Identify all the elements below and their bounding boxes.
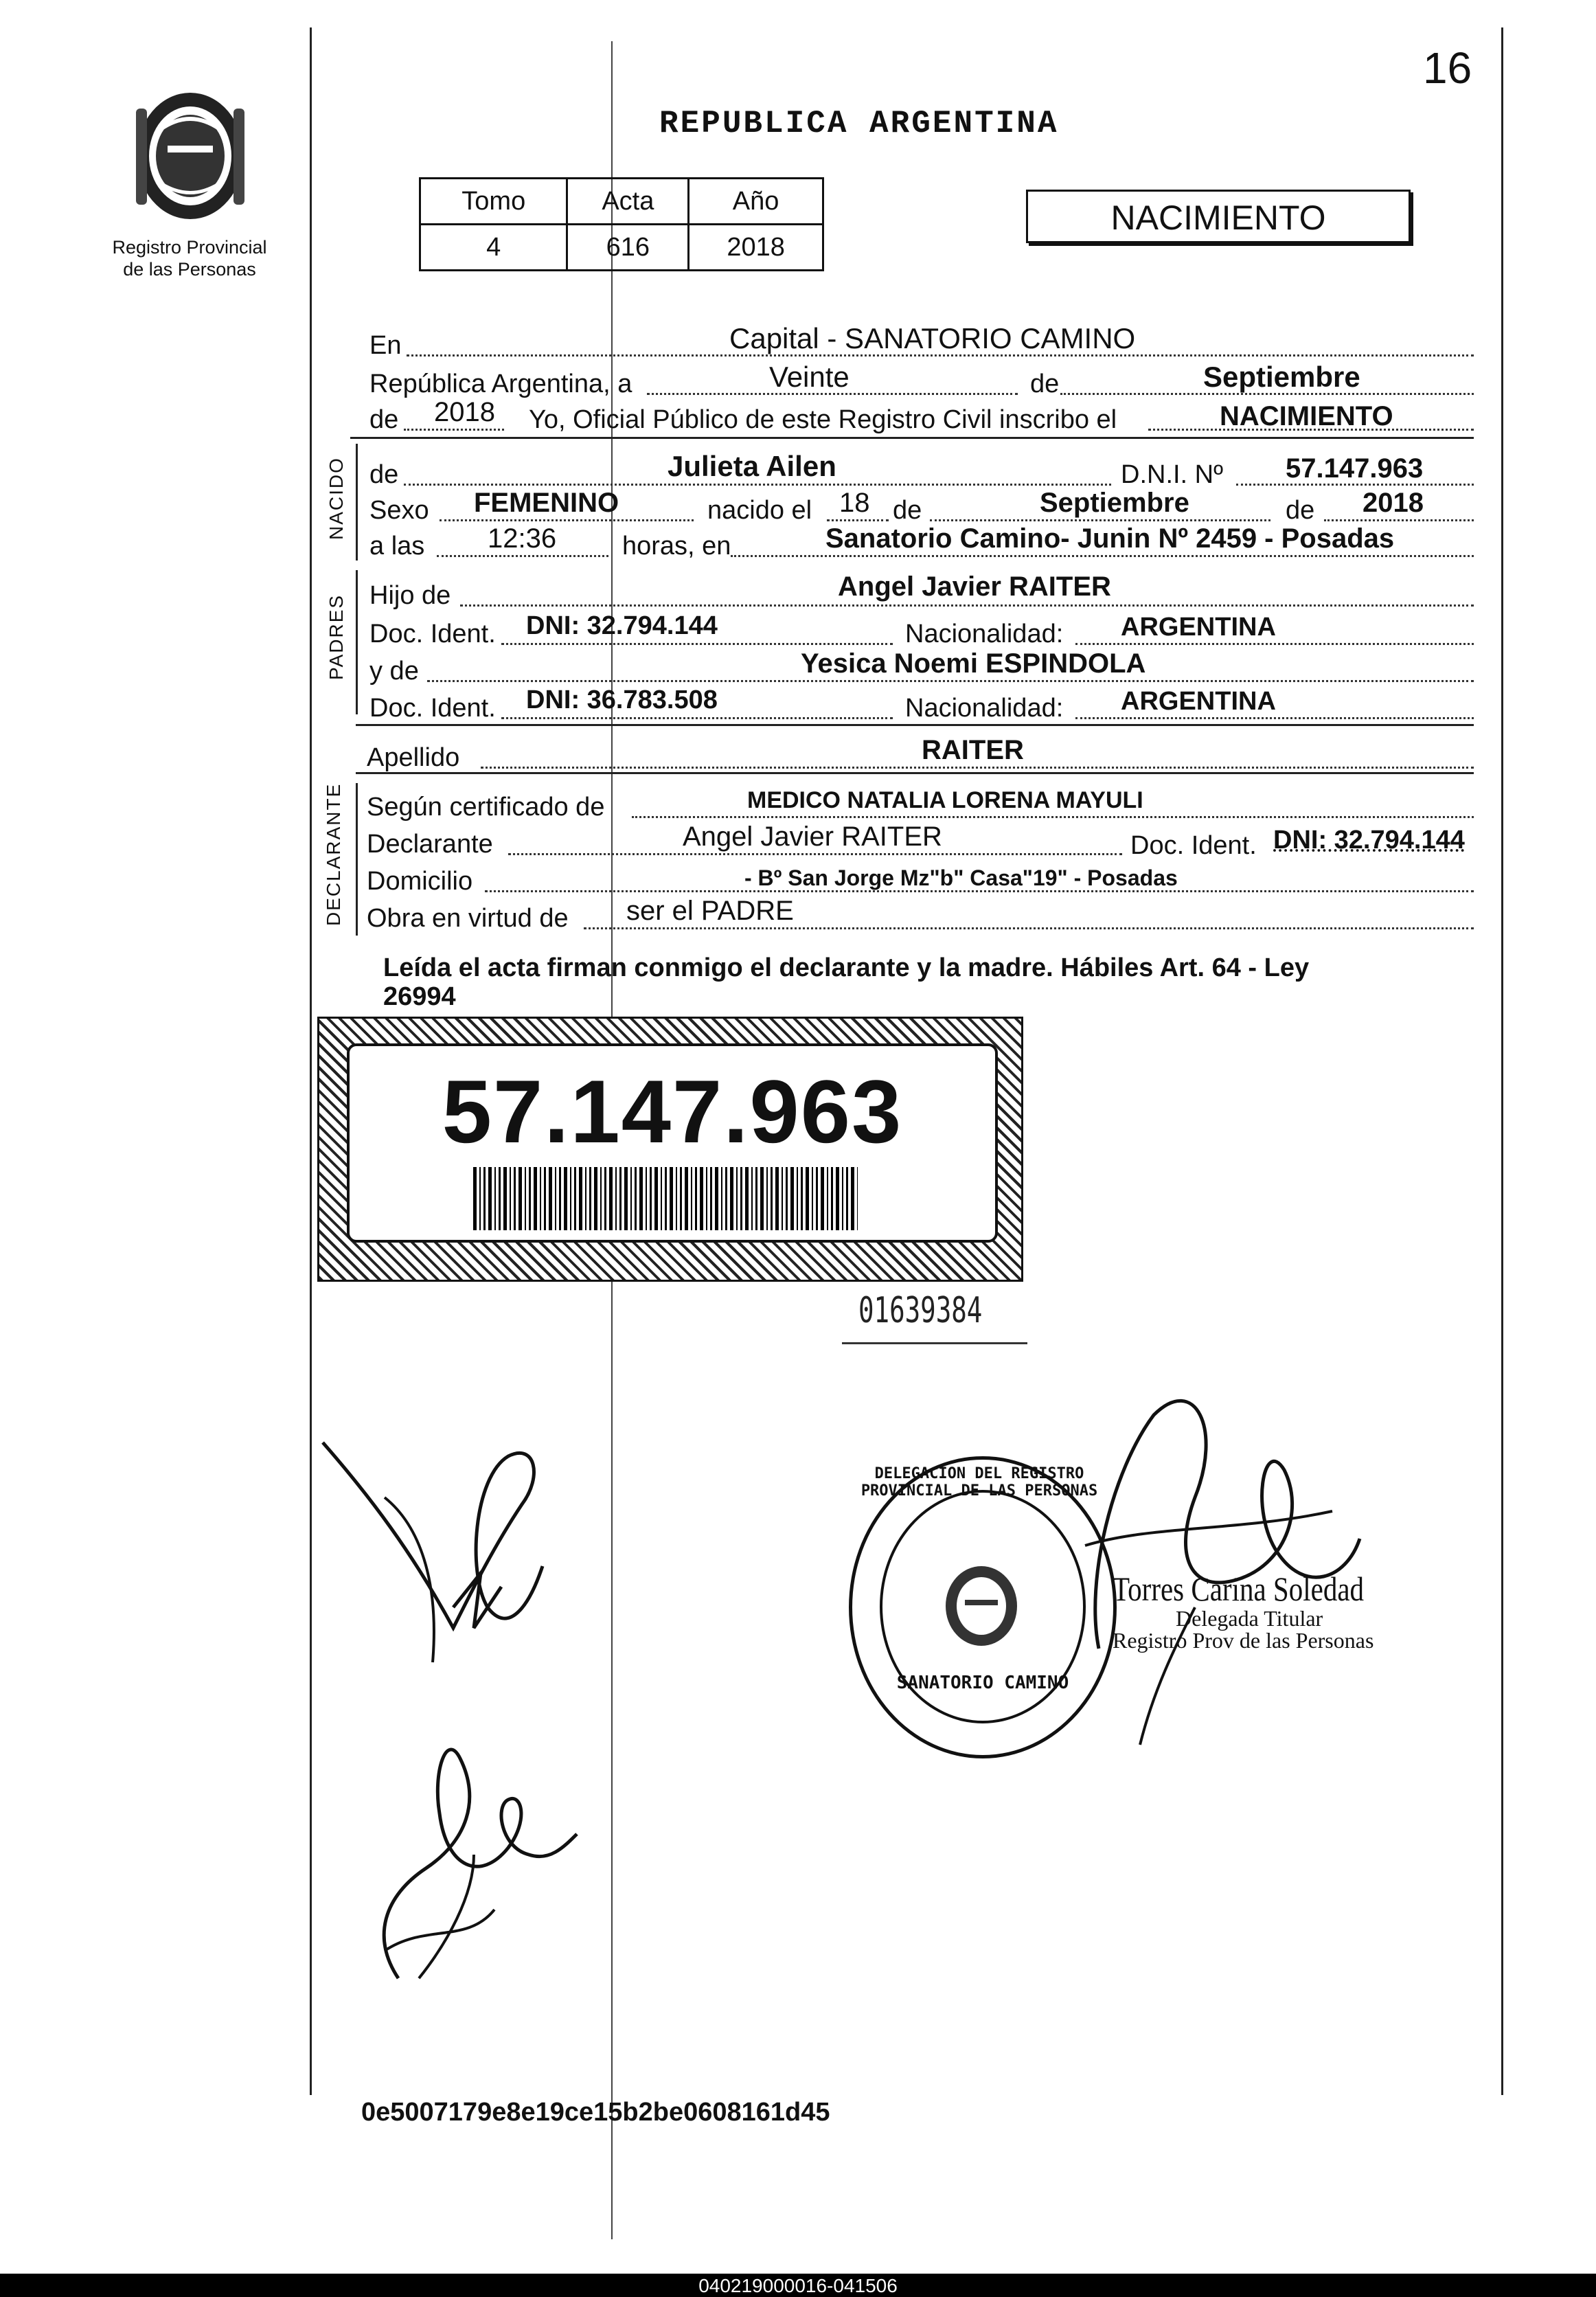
- month-value: Septiembre: [1203, 361, 1360, 393]
- section-divider: [350, 437, 1474, 439]
- serial-underline: [842, 1342, 1027, 1344]
- mother-nat-dots: [1075, 717, 1474, 719]
- father-doc-label: Doc. Ident.: [369, 620, 496, 648]
- nacido-section-label: NACIDO: [326, 457, 347, 540]
- child-name: Julieta Ailen: [668, 450, 836, 482]
- birth-place: Sanatorio Camino- Junin Nº 2459 - Posadas: [825, 523, 1395, 554]
- nacido-el-label: nacido el: [707, 496, 812, 525]
- father-name: Angel Javier RAITER: [838, 572, 1111, 602]
- father-doc: DNI: 32.794.144: [526, 611, 718, 640]
- official-name: Torres Carina Soledad: [1113, 1570, 1365, 1608]
- dni-dots: [1236, 484, 1474, 486]
- day-dots: [827, 519, 889, 521]
- security-sticker: [317, 1017, 1023, 1282]
- horas-label: horas, en: [622, 532, 731, 561]
- serial-number: 01639384: [858, 1290, 983, 1331]
- apellido-underline: [356, 772, 1474, 774]
- hijo-label: Hijo de: [369, 581, 451, 610]
- decl-value: Angel Javier RAITER: [683, 822, 942, 852]
- decl-dots: [508, 853, 1122, 855]
- birth-month-dots: [930, 519, 1270, 521]
- a-las-label: a las: [369, 532, 425, 561]
- apellido-value: RAITER: [922, 735, 1024, 765]
- dom-dots: [485, 890, 1474, 892]
- sexo-dots: [440, 519, 694, 521]
- seal-outer-text: DELEGACION DEL REGISTRO PROVINCIAL DE LAS PERSONAS: [860, 1465, 1098, 1500]
- dom-value: - Bº San Jorge Mz"b" Casa"19" - Posadas: [744, 865, 1178, 890]
- cert-label: Según certificado de: [367, 793, 605, 822]
- anio-value: 2018: [689, 225, 823, 271]
- mother-nationality: ARGENTINA: [1121, 687, 1276, 716]
- place-value: Capital - SANATORIO CAMINO: [729, 322, 1136, 354]
- birth-month: Septiembre: [1040, 488, 1189, 518]
- birth-time: 12:36: [488, 523, 557, 554]
- official-title: Delegada Titular: [1176, 1606, 1323, 1631]
- page-number: 16: [1423, 43, 1472, 93]
- tomo-value: 4: [420, 225, 567, 271]
- document-hash: 0e5007179e8e19ce15b2be0608161d45: [361, 2098, 830, 2127]
- nacido-bracket: [356, 444, 358, 561]
- acta-value: 616: [567, 225, 689, 271]
- day-words: Veinte: [769, 361, 850, 393]
- closing-line1: Leída el acta firman conmigo el declarante y la madre. Hábiles Art. 64 - Ley: [383, 953, 1310, 982]
- official-office: Registro Prov de las Personas: [1113, 1628, 1374, 1653]
- official-signature: [1058, 1374, 1387, 1758]
- de-label-2: de: [893, 496, 922, 525]
- padres-divider: [356, 724, 1474, 726]
- obra-dots: [584, 927, 1474, 929]
- cert-dots: [632, 816, 1474, 818]
- child-dni: 57.147.963: [1286, 453, 1424, 484]
- declarante-section-label: DECLARANTE: [323, 782, 344, 926]
- month-dots: [1060, 393, 1474, 395]
- sticker-barcode: [473, 1167, 858, 1230]
- father-dots: [460, 604, 1474, 607]
- dia-dots: [647, 393, 1018, 395]
- year-dots: [404, 429, 504, 431]
- name-dots: [404, 484, 1111, 486]
- decl-doc-value: DNI: 32.794.144: [1273, 826, 1465, 855]
- father-doc-dots: [501, 643, 893, 645]
- mother-doc-dots: [501, 717, 893, 719]
- mother-doc: DNI: 36.783.508: [526, 686, 718, 714]
- province-emblem-icon: [128, 81, 253, 231]
- padres-section-label: PADRES: [326, 593, 347, 680]
- sexo-label: Sexo: [369, 496, 429, 525]
- year-value: 2018: [434, 397, 495, 427]
- seal-inner-text: SANATORIO CAMINO: [896, 1673, 1069, 1693]
- mother-name: Yesica Noemi ESPINDOLA: [801, 648, 1146, 679]
- birth-place-dots: [731, 555, 1474, 557]
- declarante-bracket: [356, 783, 358, 936]
- seal-emblem-icon: [940, 1561, 1023, 1651]
- decl-doc-label: Doc. Ident.: [1130, 831, 1257, 860]
- decl-label: Declarante: [367, 830, 493, 859]
- mother-doc-label: Doc. Ident.: [369, 694, 496, 723]
- republica-label: República Argentina, a: [369, 370, 632, 398]
- father-nationality: ARGENTINA: [1121, 613, 1276, 642]
- acta-header: Acta: [567, 179, 689, 225]
- en-label: En: [369, 331, 402, 360]
- de-label: de: [1030, 370, 1060, 398]
- anio-header: Año: [689, 179, 823, 225]
- father-nat-dots: [1075, 643, 1474, 645]
- declarante-signature: [316, 1401, 604, 1731]
- closing-line2: 26994: [383, 982, 456, 1011]
- sticker-number: 57.147.963: [442, 1061, 903, 1162]
- time-dots: [437, 555, 608, 557]
- registry-name: Registro Provincial: [112, 237, 267, 258]
- country-title: REPUBLICA ARGENTINA: [659, 106, 1059, 142]
- de-label-3: de: [1286, 496, 1315, 525]
- registry-emblem: [128, 81, 253, 231]
- apellido-dots: [481, 767, 1474, 769]
- doc-type: NACIMIENTO: [1110, 199, 1326, 237]
- tomo-header: Tomo: [420, 179, 567, 225]
- father-nat-label: Nacionalidad:: [905, 620, 1064, 648]
- mother-signature: [357, 1717, 591, 1992]
- sexo-value: FEMENINO: [474, 488, 619, 518]
- apellido-label: Apellido: [367, 743, 460, 772]
- record-table: [419, 177, 824, 271]
- registry-subname: de las Personas: [123, 259, 256, 280]
- de2-label: de: [369, 405, 399, 434]
- dni-label: D.N.I. Nº: [1121, 460, 1223, 489]
- cert-value: MEDICO NATALIA LORENA MAYULI: [747, 787, 1143, 813]
- birth-day: 18: [839, 488, 870, 518]
- obra-label: Obra en virtud de: [367, 904, 569, 933]
- mother-nat-label: Nacionalidad:: [905, 694, 1064, 723]
- mother-dots: [427, 680, 1474, 682]
- right-margin-line: [1501, 27, 1503, 2095]
- oficial-text: Yo, Oficial Público de este Registro Civil inscribo el: [529, 405, 1117, 434]
- yde-label: y de: [369, 657, 419, 686]
- de-nacido-label: de: [369, 460, 399, 489]
- padres-bracket: [356, 570, 358, 714]
- dom-label: Domicilio: [367, 867, 473, 896]
- left-margin-line: [310, 27, 312, 2095]
- sticker-inner: [347, 1043, 998, 1243]
- en-dots: [407, 354, 1474, 357]
- birth-year: 2018: [1363, 488, 1424, 518]
- footer-code: 040219000016-041506: [698, 2275, 898, 2296]
- birth-year-dots: [1324, 519, 1474, 521]
- obra-value: ser el PADRE: [626, 896, 794, 926]
- event-value: NACIMIENTO: [1220, 401, 1393, 431]
